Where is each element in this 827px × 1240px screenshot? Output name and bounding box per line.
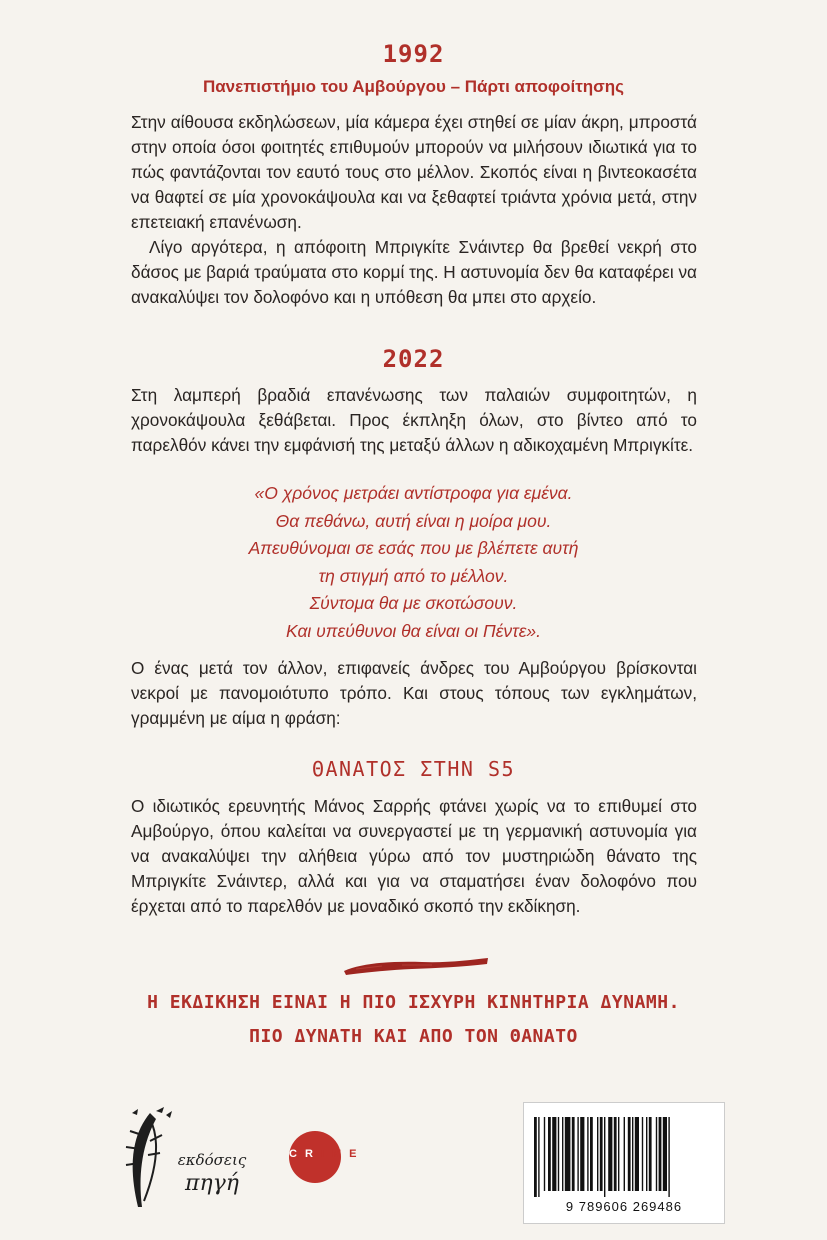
isbn-barcode (523, 1102, 725, 1224)
barcode-bar (604, 1117, 605, 1197)
paragraph-reunion: Στη λαμπερή βραδιά επανένωσης των παλαιών συμφοιτητών, η χρονοκάψουλα ξεθάβεται. Προς έκπληξη όλων, στο βίντεο από το παρελθόν κάνει την εμφάνισή της μεταξύ άλλων η αδικοχαμένη Μπριγκίτε. (131, 385, 697, 455)
paragraph-investigator: Ο ιδιωτικός ερευνητής Μάνος Σαρρής φτάνει χωρίς να το επιθυμεί στο Αμβούργο, όπου καλείται να συνεργαστεί με τη γερμανική αστυνομία για να ανακαλύψει την αλήθεια γύρω από τον μυστηριώδη θάνατο της Μπριγκίτε Σνάιντερ, αλλά και για να σταματήσει έναν δολοφόνο που έρχεται από το παρελθόν με μοναδικό σκοπό την εκδίκηση. (131, 796, 697, 916)
crime-letter: R (304, 1148, 321, 1160)
barcode-bar (635, 1117, 639, 1191)
barcode-bar (562, 1117, 563, 1191)
quote-line: Και υπεύθυνοι θα είναι οι Πέντε». (285, 620, 542, 641)
brigitte-quote (0, 480, 827, 645)
crime-letter: M (331, 1148, 350, 1160)
barcode-bar (538, 1117, 539, 1197)
death-motto: ΘΑΝΑΤΟΣ ΣΤΗΝ S5 (311, 757, 516, 781)
barcode-bar (558, 1117, 559, 1191)
brush-stroke-divider (342, 955, 490, 977)
barcode-bar (597, 1117, 598, 1191)
barcode-bar (668, 1117, 669, 1197)
quote-line: Απευθύνομαι σε εσάς που με βλέπετε αυτή (248, 538, 579, 558)
event-subtitle: Πανεπιστήμιο του Αμβούργου – Πάρτι αποφοίτησης (202, 77, 625, 96)
year-1992-heading: 1992 (382, 40, 445, 68)
quote-line: τη στιγμή από το μέλλον. (318, 565, 509, 586)
barcode-bar (548, 1117, 551, 1191)
quote-line: Θα πεθάνω, αυτή είναι η μοίρα μου. (275, 510, 552, 531)
quote-line: «Ο χρόνος μετράει αντίστροφα για εμένα. (254, 483, 573, 503)
barcode-bar (656, 1117, 657, 1191)
paragraph-victims: Ο ένας μετά τον άλλον, επιφανείς άνδρες του Αμβούργου βρίσκονται νεκροί με πανομοιότυπο τρόπο. Και στους τόπους των εγκλημάτων, γραμμένη με αίμα η φράση: (131, 658, 697, 728)
barcode-bar (618, 1117, 619, 1191)
barcode-bar (600, 1117, 603, 1191)
barcode-bar (632, 1117, 633, 1191)
publisher-logo (120, 1105, 260, 1215)
barcode-bar (646, 1117, 647, 1191)
barcode-bar (608, 1117, 612, 1191)
barcode-bar (659, 1117, 662, 1191)
publisher-name-line-1: εκδόσεις (177, 1151, 247, 1169)
closing-line-2: ΠΙΟ ΔΥΝΑΤΗ ΚΑΙ ΑΠΟ ΤΟΝ ΘΑΝΑΤΟ (249, 1026, 578, 1047)
year-2022-heading: 2022 (382, 345, 445, 373)
barcode-bar (663, 1117, 667, 1191)
barcode-bar (587, 1117, 588, 1191)
barcode-bar (628, 1117, 631, 1191)
barcode-bar (624, 1117, 625, 1191)
closing-line-1: Η ΕΚΔΙΚΗΣΗ ΕΙΝΑΙ Η ΠΙΟ ΙΣΧΥΡΗ ΚΙΝΗΤΗΡΙΑ ΔΥΝΑΜΗ. (147, 992, 680, 1013)
barcode-bar (544, 1117, 545, 1191)
crime-letter: E (349, 1148, 365, 1160)
barcode-bar (572, 1117, 575, 1191)
barcode-bar (552, 1117, 556, 1191)
paragraph-camera: Στην αίθουσα εκδηλώσεων, μία κάμερα έχει στηθεί σε μίαν άκρη, μπροστά στην οποία όσοι φοιτητές επιθυμούν μπορούν να μιλήσουν ιδιωτικά για το πώς φαντάζονται τον εαυτό τους στο μέλλον. Σκοπός είναι η βιντεοκασέτα να θαφτεί σε μία χρονοκάψουλα και να ξεθαφτεί τριάντα χρόνια μετά, στην επετειακή επανένωση. (131, 112, 697, 232)
barcode-bars (524, 1103, 724, 1203)
paragraph-murder: Λίγο αργότερα, η απόφοιτη Μπριγκίτε Σνάιντερ θα βρεθεί νεκρή στο δάσος με βαριά τραύματα στο κορμί της. Η αστυνομία δεν θα καταφέρει να ανακαλύψει τον δολοφόνο και η υπόθεση θα μπει στο αρχείο. (131, 237, 697, 307)
barcode-bar (565, 1117, 571, 1191)
isbn-number: 9 789606 269486 (565, 1199, 683, 1214)
publisher-name-line-2: πηγή (185, 1171, 239, 1196)
barcode-bar (580, 1117, 584, 1191)
barcode-bar (577, 1117, 578, 1191)
barcode-bar (642, 1117, 643, 1191)
barcode-bar (534, 1117, 537, 1197)
barcode-bar (614, 1117, 617, 1191)
barcode-bar (590, 1117, 593, 1191)
crime-letter: C (289, 1148, 305, 1160)
barcode-bar (649, 1117, 652, 1191)
crime-series-logo (289, 1148, 409, 1160)
closing-tagline (0, 986, 827, 1054)
section-1992-text (131, 110, 697, 310)
crime-letter: I (320, 1148, 332, 1160)
quote-line: Σύντομα θα με σκοτώσουν. (309, 593, 518, 613)
